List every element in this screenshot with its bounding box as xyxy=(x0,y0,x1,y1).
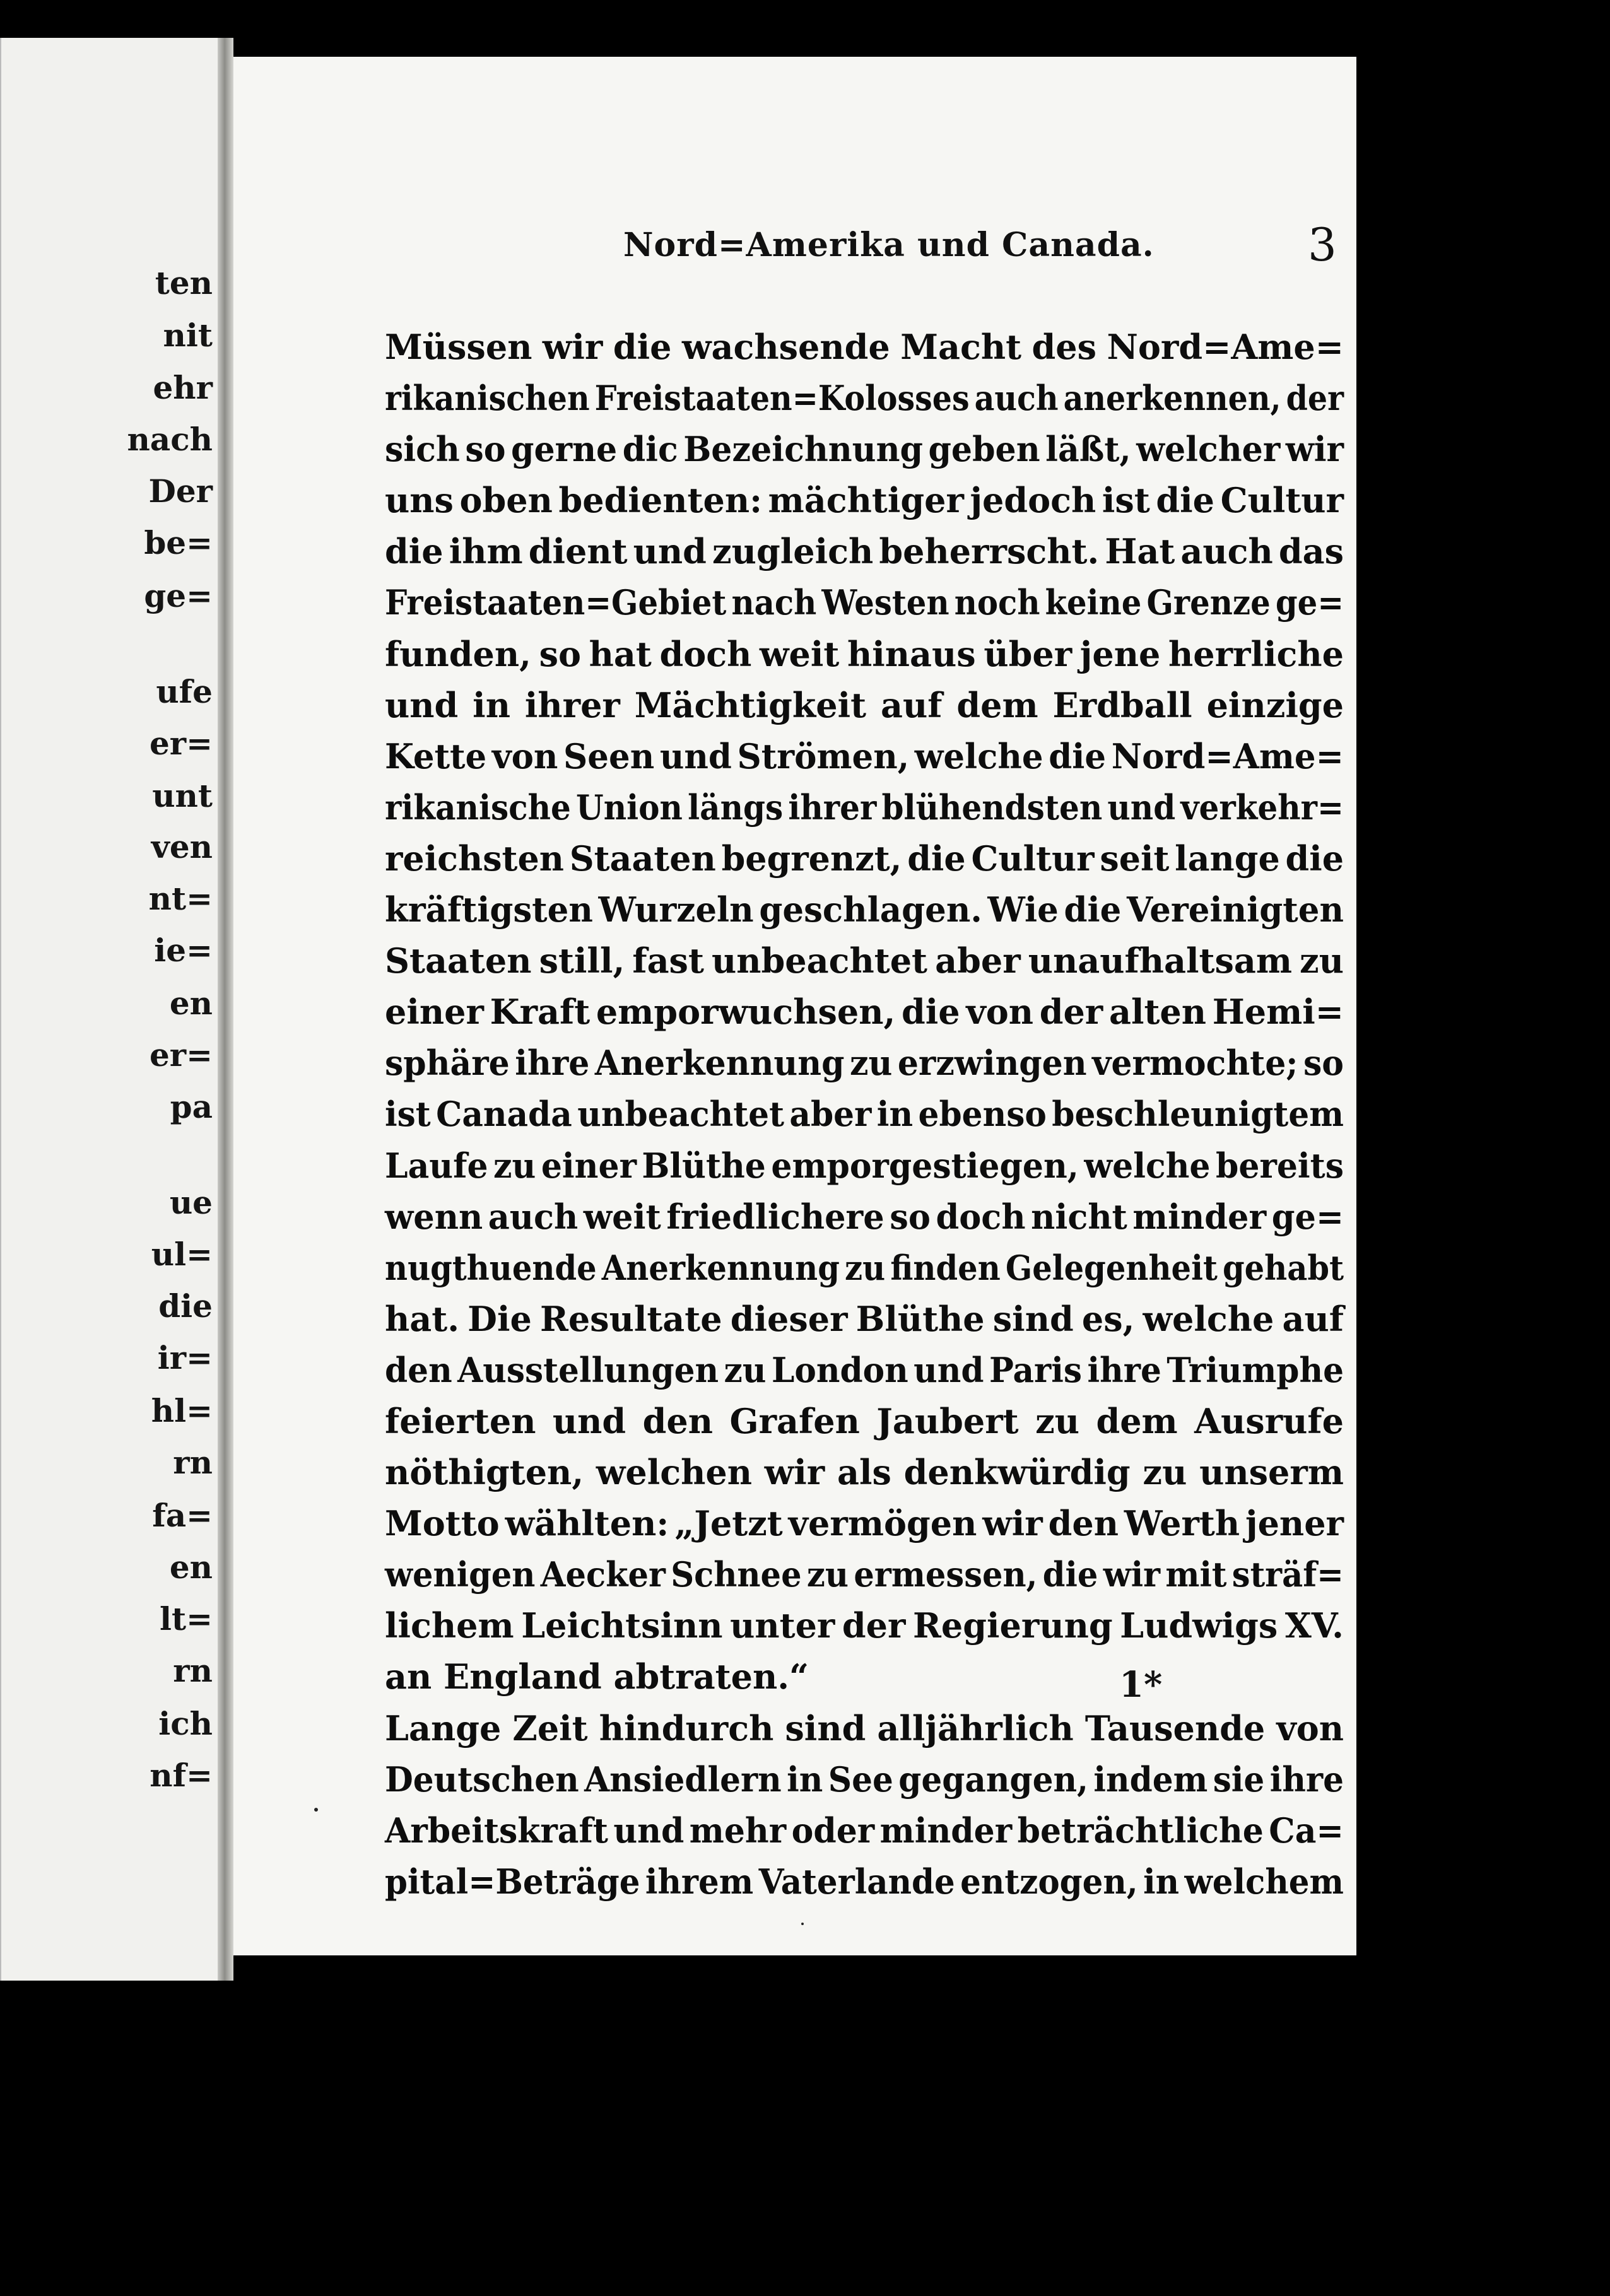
text-line xyxy=(385,373,1344,424)
text-line xyxy=(385,629,1344,680)
facing-page-fragment: Der xyxy=(148,472,213,510)
facing-page-fragment: nit xyxy=(163,317,213,354)
text-line xyxy=(385,1243,1344,1294)
text-line-content: den Ausstellungen zu London und Paris ihre Triumphe xyxy=(385,1349,1344,1390)
text-line xyxy=(385,1140,1344,1192)
text-line-content: nugthuende Anerkennung zu finden Gelegenheit gehabt xyxy=(385,1247,1344,1288)
page-edge xyxy=(0,38,1,1981)
facing-page-left xyxy=(0,38,218,1981)
facing-page-fragment: pa xyxy=(170,1088,213,1125)
text-line xyxy=(385,475,1344,526)
text-line-content: feierten und den Grafen Jaubert zu dem Ausrufe xyxy=(385,1400,1344,1441)
text-line-content: rikanischen Freistaaten=Kolosses auch anerkennen, der xyxy=(385,378,1344,419)
book-gutter xyxy=(218,38,233,1981)
facing-page-fragment: die xyxy=(158,1287,213,1325)
text-line xyxy=(385,1651,1344,1702)
page-3 xyxy=(233,57,1356,1955)
facing-page-fragment: lt= xyxy=(160,1600,213,1637)
text-line xyxy=(385,322,1344,373)
facing-page-fragment: er= xyxy=(149,1036,213,1074)
running-head-title: Nord=Amerika und Canada. xyxy=(623,226,1155,264)
facing-page-fragment: er= xyxy=(149,725,213,762)
text-line-content: nöthigten, welchen wir als denkwürdig zu unserm xyxy=(385,1452,1344,1493)
text-line-content: die ihm dient und zugleich beherrscht. Hat auch das xyxy=(385,531,1344,572)
text-line xyxy=(385,731,1344,782)
text-line xyxy=(385,782,1344,833)
text-line xyxy=(385,577,1344,628)
facing-page-fragment: ehr xyxy=(153,369,213,406)
facing-page-fragment: nach xyxy=(127,421,213,458)
facing-page-fragment: ge= xyxy=(144,577,213,614)
facing-page-fragment: unt xyxy=(152,777,213,814)
text-line-content: Motto wählten: „Jetzt vermögen wir den Werth jener xyxy=(385,1503,1344,1544)
text-line-content: pital=Beträge ihrem Vaterlande entzogen, in welchem xyxy=(385,1861,1344,1902)
text-line xyxy=(385,1345,1344,1396)
text-line-content: und in ihrer Mächtigkeit auf dem Erdball einzige xyxy=(385,684,1344,725)
body-text xyxy=(385,322,1344,1907)
text-line xyxy=(385,1754,1344,1805)
text-line xyxy=(385,935,1344,987)
text-line-content: Laufe zu einer Blüthe emporgestiegen, welche bereits xyxy=(385,1145,1344,1186)
facing-page-fragment: ven xyxy=(151,828,213,865)
text-line xyxy=(385,1089,1344,1140)
facing-page-fragment: ufe xyxy=(156,673,213,710)
text-line-content: Kette von Seen und Strömen, welche die Nord=Ame= xyxy=(385,735,1344,776)
text-line xyxy=(385,1038,1344,1089)
text-line xyxy=(385,1805,1344,1856)
facing-page-fragment: hl= xyxy=(151,1392,213,1429)
text-line-content: ist Canada unbeachtet aber in ebenso beschleunigtem xyxy=(385,1094,1344,1135)
text-line-content: wenn auch weit friedlichere so doch nicht minder ge= xyxy=(385,1196,1344,1237)
text-line xyxy=(385,884,1344,935)
text-line-content: sphäre ihre Anerkennung zu erzwingen vermochte; so xyxy=(385,1043,1344,1084)
text-line xyxy=(385,526,1344,577)
text-line-content: sich so gerne dic Bezeichnung geben läßt, welcher wir xyxy=(385,429,1344,470)
page-number: 3 xyxy=(1308,218,1337,271)
text-line xyxy=(385,1856,1344,1907)
text-line xyxy=(385,1396,1344,1447)
ink-speck xyxy=(314,1808,318,1812)
text-line xyxy=(385,1447,1344,1498)
facing-page-fragment: en xyxy=(169,1549,213,1586)
facing-page-fragment: ten xyxy=(155,264,213,302)
text-line-content: einer Kraft emporwuchsen, die von der alten Hemi= xyxy=(385,992,1344,1033)
text-line-content: an England abtraten.“ xyxy=(385,1656,809,1697)
text-line-content: Deutschen Ansiedlern in See gegangen, indem sie ihre xyxy=(385,1759,1344,1800)
facing-page-fragment: nt= xyxy=(148,880,213,917)
text-line-content: wenigen Aecker Schnee zu ermessen, die wir mit sträf= xyxy=(385,1554,1344,1595)
text-line xyxy=(385,987,1344,1038)
text-line-content: hat. Die Resultate dieser Blüthe sind es, welche auf xyxy=(385,1298,1344,1339)
text-line xyxy=(385,1703,1344,1754)
facing-page-fragment: ich xyxy=(158,1705,213,1742)
signature-mark: 1* xyxy=(1119,1664,1163,1706)
text-line-content: reichsten Staaten begrenzt, die Cultur seit lange die xyxy=(385,838,1344,879)
facing-page-fragment: nf= xyxy=(150,1757,213,1794)
text-line xyxy=(385,833,1344,884)
running-head xyxy=(233,218,1356,276)
text-line-content: Staaten still, fast unbeachtet aber unaufhaltsam zu xyxy=(385,940,1344,981)
facing-page-fragment: en xyxy=(169,985,213,1022)
text-line-content: rikanische Union längs ihrer blühendsten und verkehr= xyxy=(385,787,1344,828)
text-line xyxy=(385,680,1344,731)
text-line-content: uns oben bedienten: mächtiger jedoch ist die Cultur xyxy=(385,480,1344,521)
facing-page-fragment: fa= xyxy=(152,1497,213,1534)
text-line xyxy=(385,1600,1344,1651)
text-line-content: lichem Leichtsinn unter der Regierung Ludwigs XV. xyxy=(385,1605,1344,1646)
text-line xyxy=(385,1294,1344,1345)
text-line xyxy=(385,1549,1344,1600)
text-line xyxy=(385,424,1344,475)
facing-page-fragment: rn xyxy=(173,1444,213,1481)
facing-page-fragment: ue xyxy=(169,1184,213,1221)
text-line xyxy=(385,1192,1344,1243)
text-line-content: Freistaaten=Gebiet nach Westen noch keine Grenze ge= xyxy=(385,582,1344,623)
facing-page-fragment: be= xyxy=(144,524,213,561)
text-line xyxy=(385,1498,1344,1549)
facing-page-fragment: ul= xyxy=(151,1236,213,1273)
text-line-content: Arbeitskraft und mehr oder minder beträchtliche Ca= xyxy=(385,1810,1344,1851)
ink-speck xyxy=(801,1923,804,1925)
facing-page-fragment: ir= xyxy=(157,1339,213,1376)
text-line-content: kräftigsten Wurzeln geschlagen. Wie die Vereinigten xyxy=(385,889,1344,930)
facing-page-fragment: rn xyxy=(173,1652,213,1689)
text-line-content: Lange Zeit hindurch sind alljährlich Tausende von xyxy=(385,1707,1344,1748)
text-line-content: Müssen wir die wachsende Macht des Nord=Ame= xyxy=(385,327,1344,367)
text-line-content: funden, so hat doch weit hinaus über jene herrliche xyxy=(385,633,1344,674)
facing-page-fragment: ie= xyxy=(154,932,213,969)
